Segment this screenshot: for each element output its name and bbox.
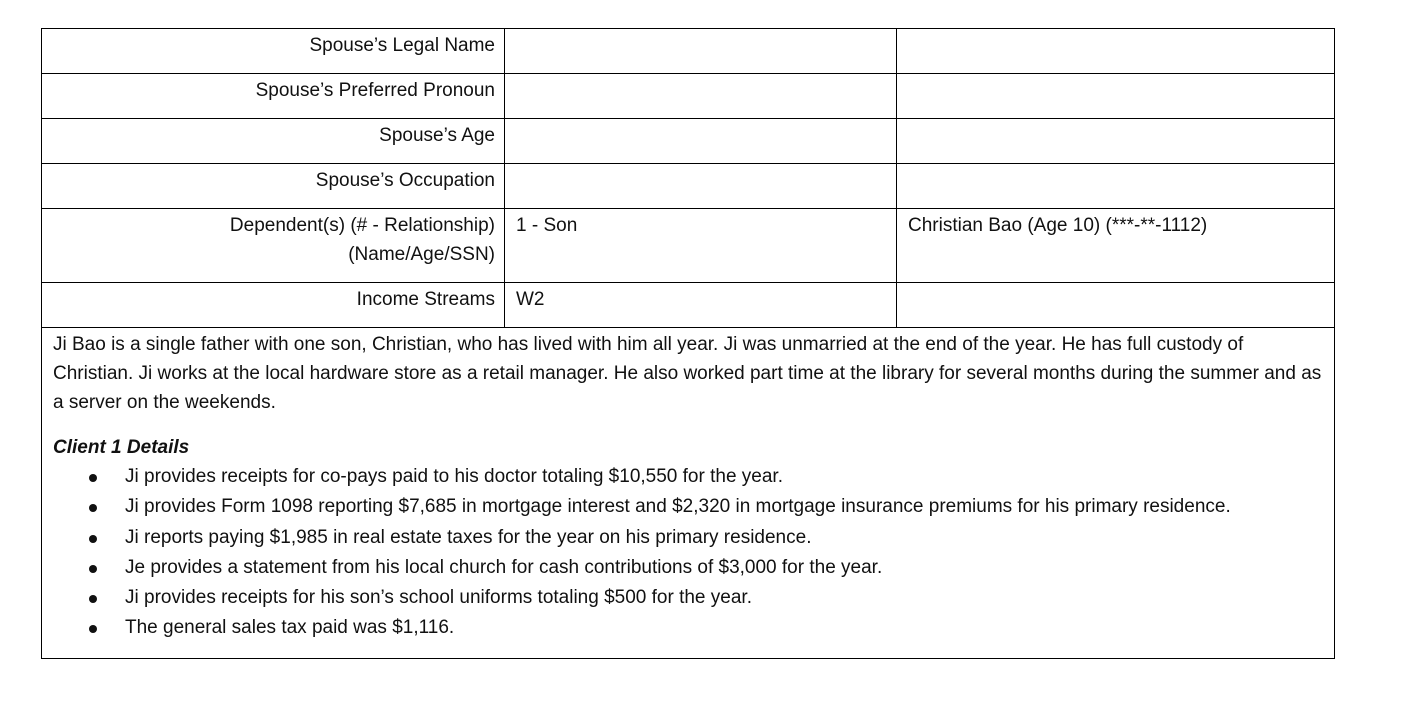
narrative-cell — [42, 328, 1335, 659]
list-item — [53, 583, 1324, 613]
list-item — [53, 492, 1324, 522]
row-label: Dependent(s) (# - Relationship) — [229, 215, 495, 236]
bullet-icon — [89, 535, 97, 543]
bullet-icon — [89, 565, 97, 573]
table-row — [42, 74, 1335, 119]
row-label-cell — [42, 119, 505, 164]
bullet-icon — [89, 474, 97, 482]
list-item — [53, 613, 1324, 643]
list-item-text: Ji provides Form 1098 reporting $7,685 in mortgage interest and $2,320 in mortgage insurance premiums for his primary residence. — [125, 496, 1231, 518]
row-label-cell — [42, 29, 505, 74]
list-item — [53, 553, 1324, 583]
cell-value — [505, 119, 896, 121]
table-row — [42, 119, 1335, 164]
row-label-cell — [42, 209, 505, 283]
table-row — [42, 164, 1335, 209]
list-item — [53, 523, 1324, 553]
cell-value: W2 — [516, 289, 545, 310]
client-narrative: Ji Bao is a single father with one son, Christian, who has lived with him all year. Ji was unmarried at the end of the year. He has full custody of Christian. Ji works at the local hardware store as a retail manager. He also worked part time at the library for several months during the summer and as a server on the weekends. — [53, 334, 1322, 413]
cell-value — [897, 164, 1334, 166]
list-item-text: Je provides a statement from his local church for cash contributions of $3,000 for the year. — [125, 556, 883, 578]
bullet-icon — [89, 595, 97, 603]
narrative-row — [42, 328, 1335, 659]
detail-cell — [897, 283, 1335, 328]
value-cell — [505, 283, 897, 328]
table-row — [42, 29, 1335, 74]
cell-value — [505, 164, 896, 166]
cell-value — [897, 74, 1334, 76]
row-label: Spouse’s Legal Name — [309, 35, 495, 56]
value-cell — [505, 74, 897, 119]
details-heading: Client 1 Details — [53, 437, 190, 458]
bullet-icon — [89, 504, 97, 512]
row-label-cell — [42, 283, 505, 328]
row-label: Spouse’s Age — [379, 125, 495, 146]
value-cell — [505, 119, 897, 164]
details-list — [53, 462, 1324, 644]
cell-value — [505, 74, 896, 76]
list-item-text: Ji reports paying $1,985 in real estate taxes for the year on his primary residence. — [125, 526, 812, 548]
detail-cell — [897, 209, 1335, 283]
detail-cell — [897, 164, 1335, 209]
detail-cell — [897, 29, 1335, 74]
list-item-text: Ji provides receipts for co-pays paid to his doctor totaling $10,550 for the year. — [125, 466, 783, 487]
list-item-text: The general sales tax paid was $1,116. — [125, 617, 455, 639]
row-label-cell — [42, 164, 505, 209]
detail-cell — [897, 74, 1335, 119]
table-row — [42, 209, 1335, 283]
detail-cell — [897, 119, 1335, 164]
list-item — [53, 462, 1324, 492]
cell-value — [505, 29, 896, 31]
cell-value — [897, 119, 1334, 121]
cell-value: 1 - Son — [516, 215, 578, 236]
value-cell — [505, 164, 897, 209]
row-label-subline: (Name/Age/SSN) — [348, 244, 495, 265]
value-cell — [505, 209, 897, 283]
value-cell — [505, 29, 897, 74]
client-info-table — [41, 28, 1335, 659]
bullet-icon — [89, 625, 97, 633]
row-label: Spouse’s Preferred Pronoun — [255, 80, 495, 101]
table-row — [42, 283, 1335, 328]
cell-value: Christian Bao (Age 10) (***-**-1112) — [908, 215, 1208, 236]
list-item-text: Ji provides receipts for his son’s school uniforms totaling $500 for the year. — [125, 587, 752, 609]
cell-value — [897, 29, 1334, 31]
cell-value — [897, 283, 1334, 285]
row-label-cell — [42, 74, 505, 119]
row-label: Income Streams — [356, 289, 495, 310]
row-label: Spouse’s Occupation — [315, 170, 495, 191]
